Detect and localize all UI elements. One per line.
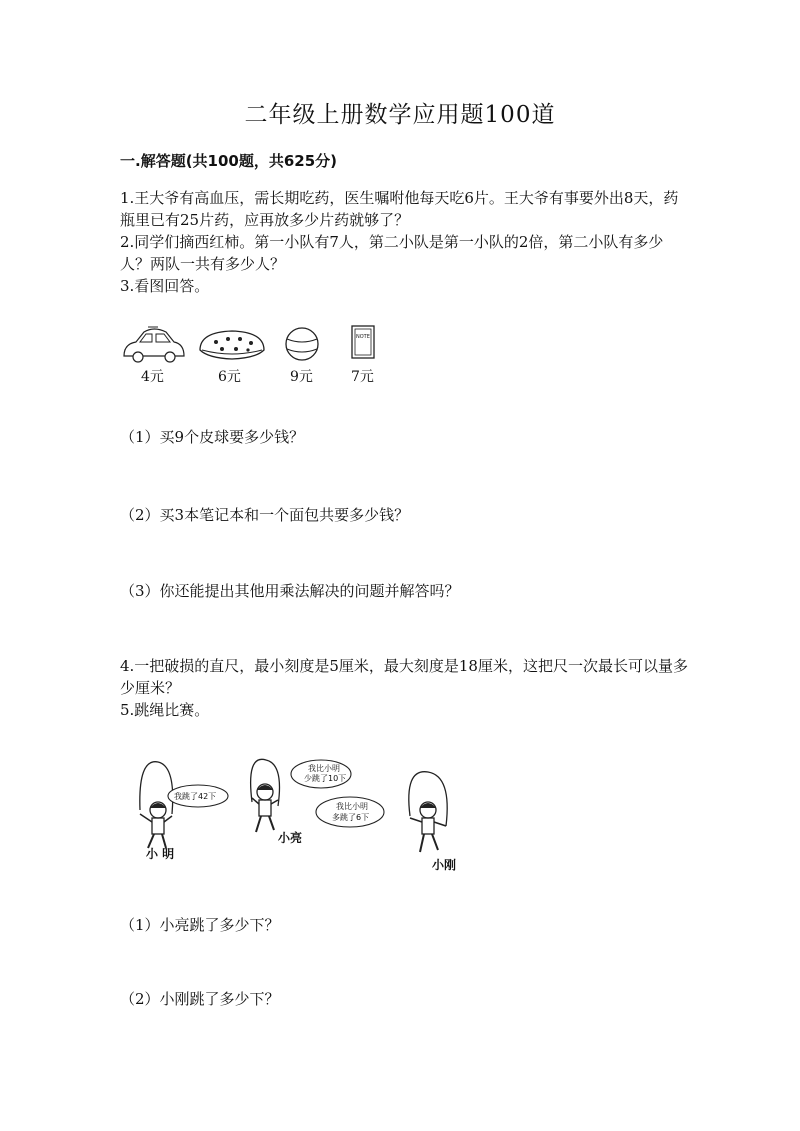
question-2: 2.同学们摘西红柿。第一小队有7人，第二小队是第一小队的2倍，第二小队有多少人？两队一共有多少人？ — [120, 233, 664, 273]
xiaoming-figure — [140, 762, 173, 848]
bubble-xiaoliang-line-2: 少跳了10下 — [304, 774, 347, 783]
notebook-cover-text: NOTE — [356, 334, 370, 340]
price-label-bread: 6元 — [218, 369, 241, 385]
question-5-sub-1: （1）小亮跳了多少下？ — [120, 916, 280, 934]
price-label-notebook: 7元 — [351, 369, 374, 385]
question-4: 4.一把破损的直尺，最小刻度是5厘米，最大刻度是18厘米，这把尺一次最长可以量多少厘米？ — [120, 657, 688, 697]
bubble-xiaogang-line-2: 多跳了6下 — [332, 813, 370, 822]
question-5-stem: 5.跳绳比赛。 — [120, 701, 210, 719]
question-1: 1.王大爷有高血压，需长期吃药，医生嘱咐他每天吃6片。王大爷有事要外出8天，药瓶里已有25片药，应再放多少片药就够了？ — [120, 189, 679, 229]
bread-icon — [196, 322, 268, 366]
xiaoliang-figure — [251, 759, 280, 832]
bubble-xiaoliang-line-1: 我比小明 — [308, 764, 340, 773]
ball-icon — [278, 322, 326, 366]
price-pictures — [118, 322, 388, 388]
name-label-xiaogang: 小刚 — [432, 858, 457, 872]
question-5-sub-2: （2）小刚跳了多少下？ — [120, 990, 280, 1008]
page-title: 二年级上册数学应用题100道 — [244, 102, 556, 128]
price-label-car: 4元 — [141, 369, 164, 385]
toy-car-icon — [118, 322, 188, 366]
name-label-xiaoliang: 小亮 — [278, 831, 303, 845]
question-3-sub-3: （3）你还能提出其他用乘法解决的问题并解答吗？ — [120, 582, 460, 600]
question-3-stem: 3.看图回答。 — [120, 277, 210, 295]
bubble-xiaogang-line-1: 我比小明 — [336, 802, 368, 811]
price-label-ball: 9元 — [290, 369, 313, 385]
section-heading: 一.解答题(共100题，共625分) — [120, 152, 338, 170]
notebook-icon — [346, 322, 382, 366]
xiaogang-figure — [409, 772, 447, 852]
question-3-sub-1: （1）买9个皮球要多少钱？ — [120, 428, 305, 446]
name-label-xiaoming: 小 明 — [146, 847, 175, 861]
question-3-sub-2: （2）买3本笔记本和一个面包共要多少钱？ — [120, 506, 410, 524]
bubble-xiaoming-text: 我跳了42下 — [174, 792, 217, 801]
jump-rope-illustration — [128, 758, 473, 876]
